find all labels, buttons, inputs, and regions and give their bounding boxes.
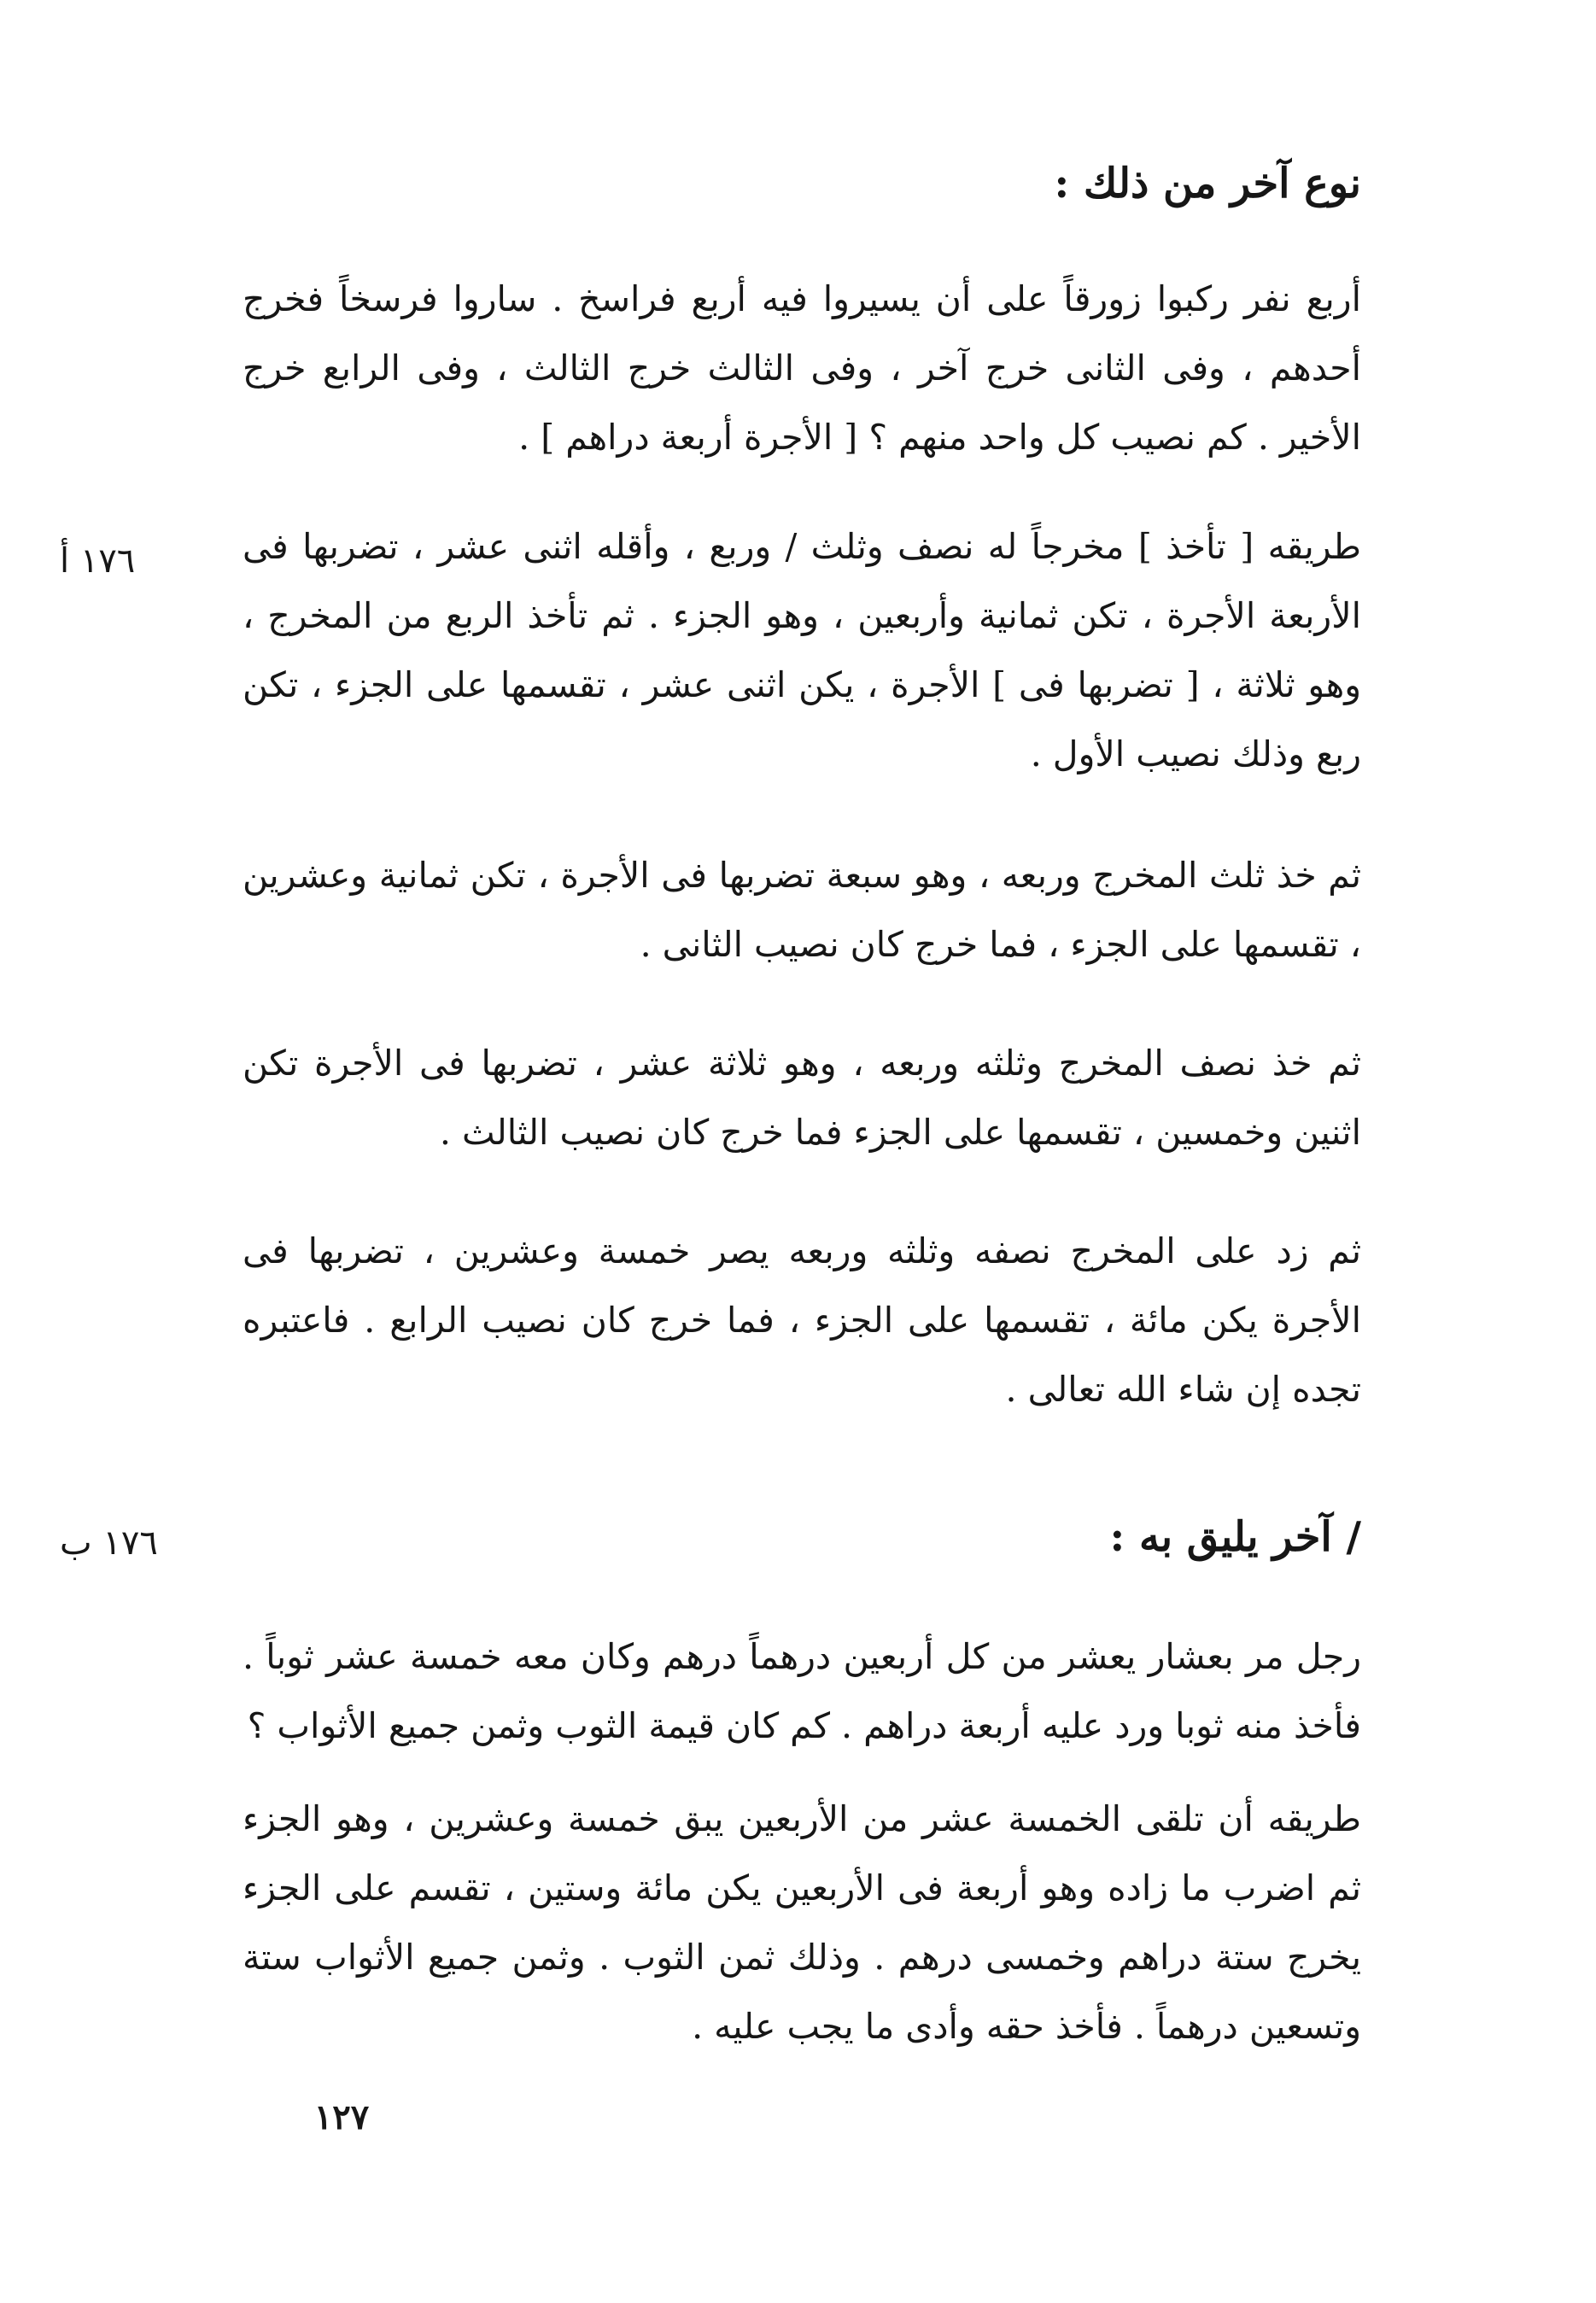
margin-folio-ref: ١٧٦ ب: [60, 1523, 158, 1563]
section-heading: نوع آخر من ذلك :: [1054, 160, 1361, 208]
paragraph-2: طريقه [ تأخذ ] مخرجاً له نصف وثلث / وربع ، وأقله اثنى عشر ، تضربها فى الأربعة الأجرة ، تكن ثمانية وأربعين ، وهو الجزء . ثم تأخذ الربع من المخرج ، وهو ثلاثة ، [ تضربها فى ] الأجرة ، يكن اثنى عشر ، تقسمها على الجزء ، تكن ربع وذلك نصيب الأول .: [243, 526, 1361, 774]
paragraph-5: ثم زد على المخرج نصفه وثلثه وربعه يصر خمسة وعشرين ، تضربها فى الأجرة يكن مائة ، تقسمها على الجزء ، فما خرج كان نصيب الرابع . فاعتبره تجده إن شاء الله تعالى .: [243, 1230, 1361, 1410]
section-heading: / آخر يليق به :: [1109, 1513, 1361, 1561]
margin-folio-ref: ١٧٦ أ: [60, 541, 136, 581]
paragraph-3: ثم خذ ثلث المخرج وربعه ، وهو سبعة تضربها فى الأجرة ، تكن ثمانية وعشرين ، تقسمها على الجزء ، فما خرج كان نصيب الثانى .: [243, 855, 1361, 965]
paragraph-7: طريقه أن تلقى الخمسة عشر من الأربعين يبق خمسة وعشرين ، وهو الجزء ثم اضرب ما زاده وهو أربعة فى الأربعين يكن مائة وستين ، تقسم على الجزء يخرج ستة دراهم وخمسى درهم . وذلك ثمن الثوب . وثمن جميع الأثواب ستة وتسعين درهماً . فأخذ حقه وأدى ما يجب عليه .: [243, 1798, 1361, 2047]
paragraph-6: رجل مر بعشار يعشر من كل أربعين درهماً درهم وكان معه خمسة عشر ثوباً . فأخذ منه ثوبا ورد عليه أربعة دراهم . كم كان قيمة الثوب وثمن جميع الأثواب ؟: [243, 1636, 1361, 1746]
page-number: ١٢٧: [313, 2097, 370, 2137]
paragraph-4: ثم خذ نصف المخرج وثلثه وربعه ، وهو ثلاثة عشر ، تضربها فى الأجرة تكن اثنين وخمسين ، تقسمها على الجزء فما خرج كان نصيب الثالث .: [243, 1043, 1361, 1153]
paragraph-1: أربع نفر ركبوا زورقاً على أن يسيروا فيه أربع فراسخ . ساروا فرسخاً فخرج أحدهم ، وفى الثانى خرج آخر ، وفى الثالث خرج الثالث ، وفى الرابع خرج الأخير . كم نصيب كل واحد منهم ؟ [ الأجرة أربعة دراهم ] .: [243, 278, 1361, 458]
